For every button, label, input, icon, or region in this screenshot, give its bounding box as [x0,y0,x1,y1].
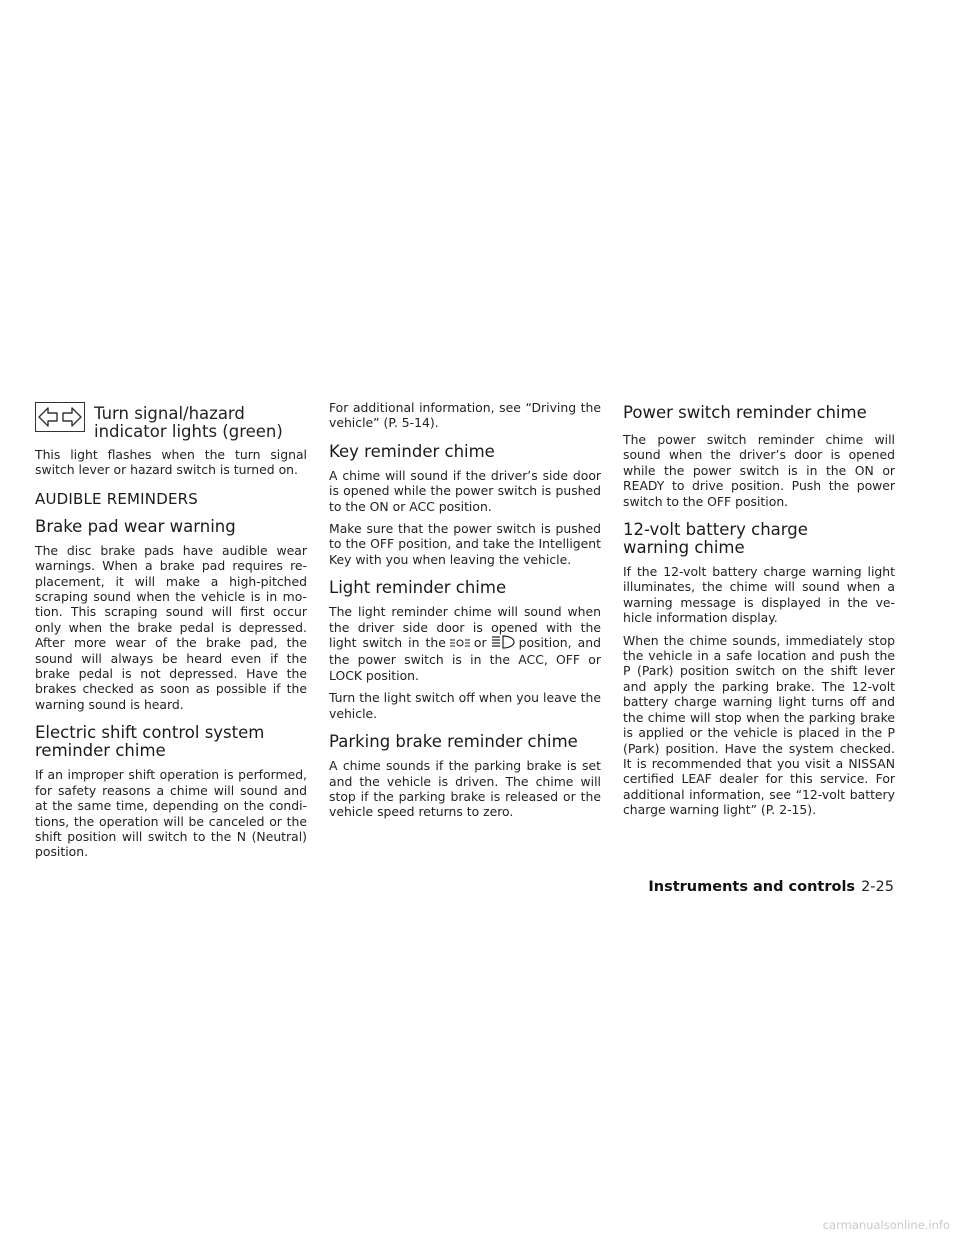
column-left [35,400,307,867]
battery-title-line1: 12-volt battery charge [623,520,808,540]
light-reminder-body1-a: The light reminder chime will sound when the driver side door is opened with the light switch in the [329,604,601,651]
footer-page-number: 2-25 [861,879,894,895]
page-footer [648,879,894,895]
side-light-icon [449,637,471,652]
turn-signal-title [94,400,283,441]
footer-section-title: Instruments and controls [648,879,856,895]
key-reminder-body1: A chime will sound if the driver’s side door is opened while the power switch is pushed to the ON or ACC position. [329,467,601,514]
brake-pad-body: The disc brake pads have audible wear warnings. When a brake pad requires re- placement, it will make a high-pitched scraping sound when the vehicle is in mo- tion. This scraping sound will first occur only when the brake pedal is depressed. After more wear of the brake pad, the sound will always be heard even if the brake pedal is not depressed. Have the brakes checked as soon as possible if the warning sound is heard. [35,542,307,712]
turn-signal-title-line2: indicator lights (green) [94,422,283,441]
shift-control-title-line2: reminder chime [35,741,166,761]
column-right [623,400,895,825]
key-reminder-title: Key reminder chime [329,441,495,461]
power-switch-body: The power switch reminder chime will sound when the driver’s door is opened while the power switch is in the ON or READY to drive position. Push the power switch to the OFF position. [623,432,895,509]
column-middle [329,400,601,827]
light-reminder-body2: Turn the light switch off when you leave the vehicle. [329,690,601,721]
turn-signal-header [35,400,307,441]
brake-pad-title: Brake pad wear warning [35,516,236,536]
light-reminder-body1-b: position, and the power switch is in the ACC, OFF or LOCK position. [329,635,601,683]
watermark: carmanualsonline.info [822,1218,950,1232]
headlight-icon [490,635,516,652]
parking-brake-title: Parking brake reminder chime [329,732,578,752]
light-reminder-title: Light reminder chime [329,578,507,598]
key-reminder-body2: Make sure that the power switch is pushed to the OFF position, and take the Intelligent Key with you when leaving the vehicle. [329,521,601,567]
shift-control-title [35,724,307,760]
battery-body2: When the chime sounds, immediately stop the vehicle in a safe location and push the P (Park) position switch on the shift lever and apply the parking brake. The 12-volt battery charge warning light turns off and the chime will stop when the parking brake is applied or the vehicle is placed in the P (Park) position. Have the system checked. It is recommended that you visit a NISSAN certified LEAF dealer for this service. For additional information, see “12-volt battery charge warning light” (P. 2-15). [623,632,895,818]
shift-control-title-line1: Electric shift control system [35,723,265,743]
light-reminder-or: or [473,635,487,651]
power-switch-title: Power switch reminder chime [623,403,867,422]
parking-brake-body: A chime sounds if the parking brake is set and the vehicle is driven. The chime will stop if the parking brake is released or the vehicle speed returns to zero. [329,758,601,820]
turn-signal-body: This light flashes when the turn signal switch lever or hazard switch is turned on. [35,447,307,478]
battery-title [623,521,895,557]
shift-control-body: If an improper shift operation is performed, for safety reasons a chime will sound and at the same time, depending on the condi- tions, the operation will be canceled or the shift position will switch to the N (Neutral) position. [35,767,307,860]
battery-body1: If the 12-volt battery charge warning light illuminates, the chime will sound when a warning message is displayed in the ve- hicle information display. [623,564,895,626]
turn-signal-arrows-icon [35,402,85,432]
light-reminder-body1 [329,604,601,683]
battery-title-line2: warning chime [623,538,745,558]
audible-reminders-heading: AUDIBLE REMINDERS [35,489,198,508]
turn-signal-title-line1: Turn signal/hazard [94,404,245,423]
shift-control-continued: For additional information, see “Driving the vehicle” (P. 5-14). [329,400,601,431]
